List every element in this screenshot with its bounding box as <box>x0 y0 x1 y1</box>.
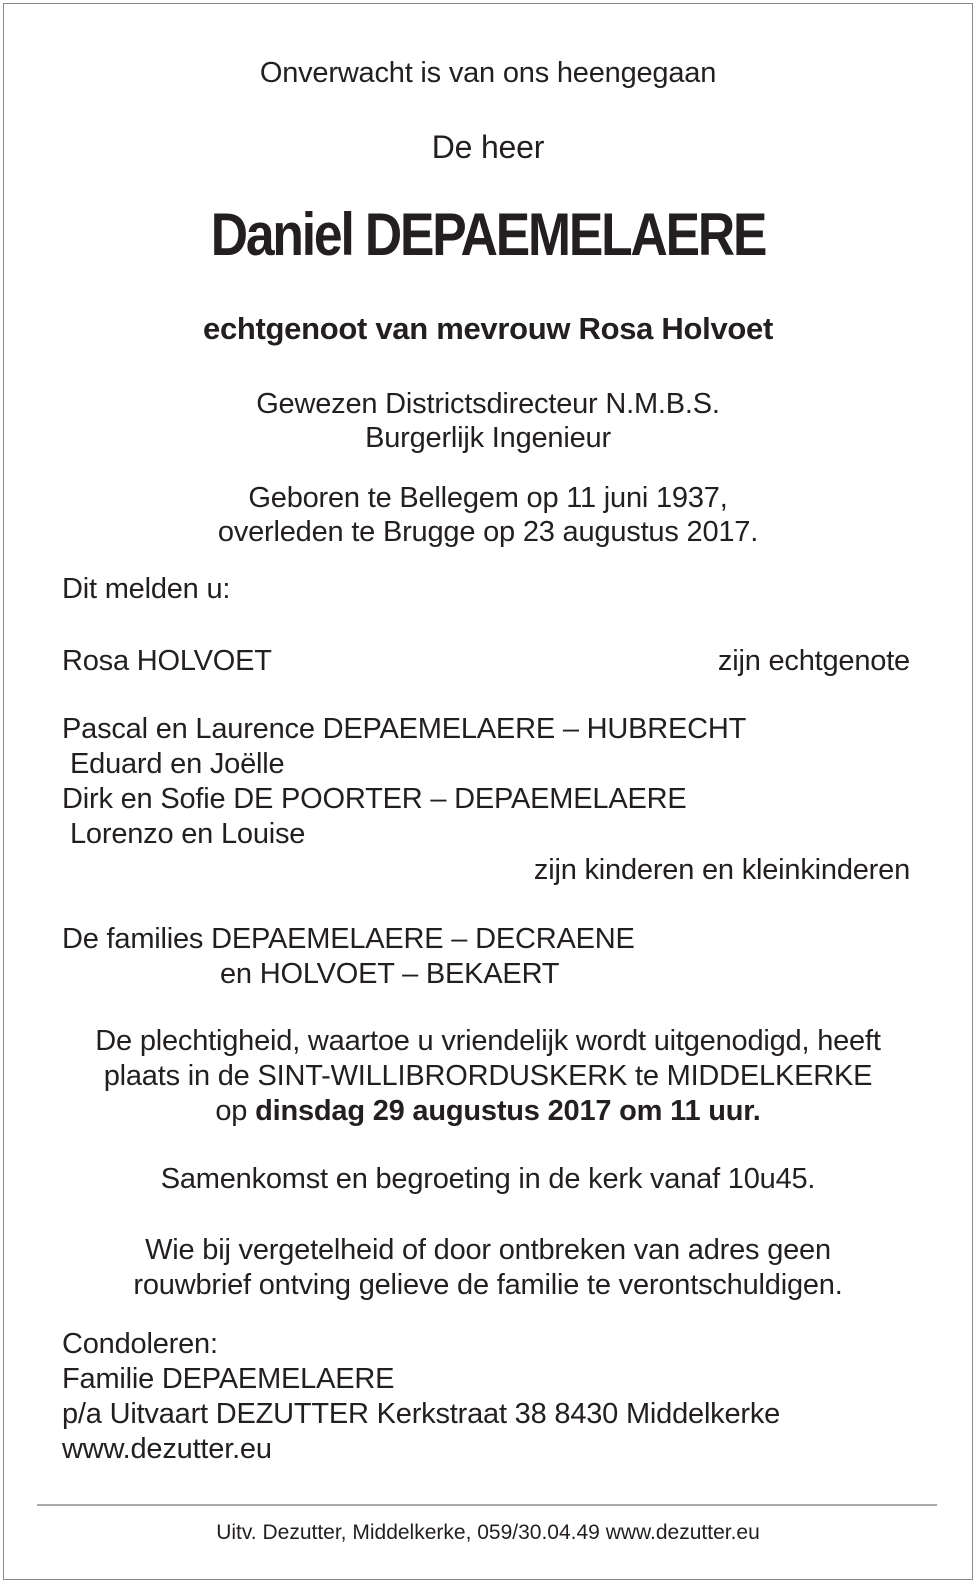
footer-text: Uitv. Dezutter, Middelkerke, 059/30.04.49 www.dezutter.eu <box>216 1521 760 1544</box>
birth-line: Geboren te Bellegem op 11 juni 1937, <box>248 482 728 514</box>
families-line-2: en HOLVOET – BEKAERT <box>220 958 560 990</box>
ceremony-line-1: De plechtigheid, waartoe u vriendelijk wordt uitgenodigd, heeft <box>95 1025 881 1057</box>
apology-line-2: rouwbrief ontving gelieve de familie te verontschuldigen. <box>133 1269 843 1301</box>
condolences-website: www.dezutter.eu <box>62 1433 272 1465</box>
intro-text: Onverwacht is van ons heengegaan <box>259 57 717 89</box>
child-couple-1: Pascal en Laurence DEPAEMELAERE – HUBRECHT <box>62 713 747 745</box>
meeting-line: Samenkomst en begroeting in de kerk vanaf 10u45. <box>160 1163 816 1195</box>
condolences-address: p/a Uitvaart DEZUTTER Kerkstraat 38 8430 Middelkerke <box>62 1398 781 1430</box>
footer-divider <box>37 1504 937 1506</box>
children-relation: zijn kinderen en kleinkinderen <box>533 854 910 886</box>
death-line: overleden te Brugge op 23 augustus 2017. <box>217 516 759 548</box>
announce-line: Dit melden u: <box>62 573 231 605</box>
ceremony-line-3 <box>4 1094 972 1128</box>
occupation-1: Gewezen Districtsdirecteur N.M.B.S. <box>256 388 720 420</box>
apology-line-1: Wie bij vergetelheid of door ontbreken van adres geen <box>145 1234 831 1266</box>
death-notice <box>3 3 973 1580</box>
child-couple-2: Dirk en Sofie DE POORTER – DEPAEMELAERE <box>62 783 687 815</box>
families-line-1: De families DEPAEMELAERE – DECRAENE <box>62 923 635 955</box>
wife-name: Rosa HOLVOET <box>62 645 272 677</box>
occupation-2: Burgerlijk Ingenieur <box>365 422 611 454</box>
spouse-line: echtgenoot van mevrouw Rosa Holvoet <box>203 311 773 346</box>
wife-relation: zijn echtgenote <box>717 645 910 677</box>
condolences-family: Familie DEPAEMELAERE <box>62 1363 395 1395</box>
salutation: De heer <box>431 129 545 165</box>
condolences-heading: Condoleren: <box>62 1328 218 1360</box>
grandchildren-1: Eduard en Joëlle <box>70 748 285 780</box>
ceremony-line-2: plaats in de SINT-WILLIBRORDUSKERK te MIDDELKERKE <box>103 1060 873 1092</box>
ceremony-date: dinsdag 29 augustus 2017 om 11 uur. <box>255 1095 761 1127</box>
ceremony-date-prefix: op <box>215 1095 256 1127</box>
deceased-name: Daniel DEPAEMELAERE <box>210 201 766 268</box>
grandchildren-2: Lorenzo en Louise <box>70 818 306 850</box>
